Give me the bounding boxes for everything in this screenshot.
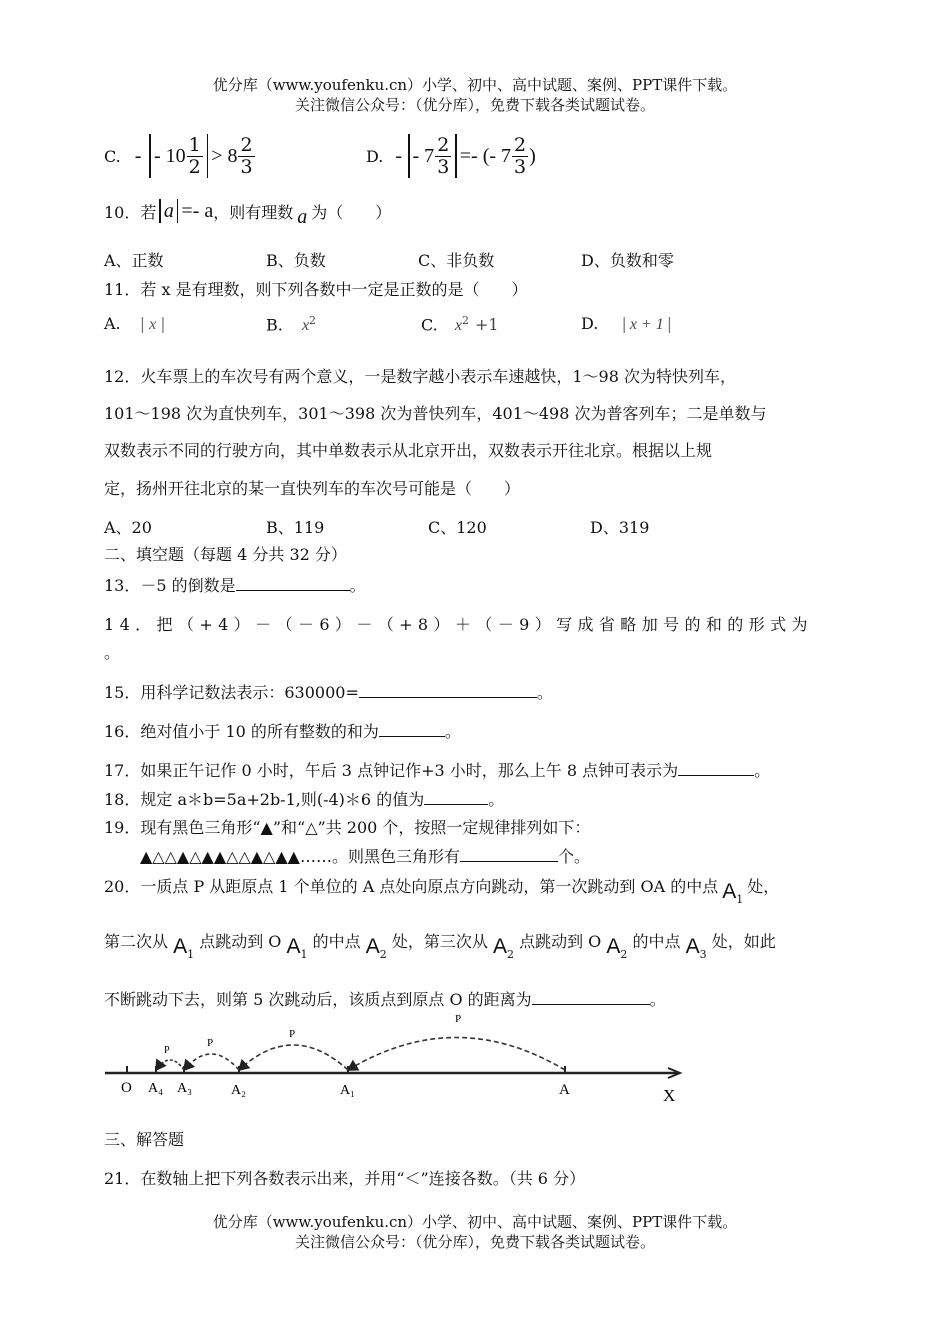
- q14-end: 。: [104, 643, 121, 662]
- header-line-1: 优分库（www.youfenku.cn）小学、初中、高中试题、案例、PPT课件下载。: [212, 76, 738, 94]
- answer-blank[interactable]: [236, 574, 350, 591]
- q17: 17．如果正午记作 0 小时，午后 3 点钟记作+3 小时，那么上午 8 点钟可表示为 。: [104, 761, 771, 780]
- q15: 15．用科学记数法表示：630000= 。: [104, 683, 553, 702]
- q9-d-label: D.: [366, 146, 384, 166]
- label-a2: A₂: [231, 1083, 246, 1098]
- q12-line-3: 双数表示不同的行驶方向，其中单数表示从北京开出，双数表示开往北京。根据以上规: [104, 441, 713, 460]
- answer-blank[interactable]: [678, 759, 754, 776]
- q10-prefix: 10．若: [104, 202, 157, 222]
- q12-option-b: B、119: [266, 518, 325, 537]
- label-a4: A₄: [148, 1081, 163, 1096]
- jump-arc-3: [184, 1054, 239, 1070]
- q20-line-1: 20．一质点 P 从距原点 1 个单位的 A 点处向原点方向跳动，第一次跳动到 OA 的中点 $A_1$处，: [104, 877, 780, 906]
- q9-d-minus: -: [395, 144, 403, 167]
- number-line-figure: [100, 1010, 690, 1105]
- q10-option-b: B、负数: [266, 251, 326, 270]
- q11-option-b: B. $x^2$: [266, 314, 317, 335]
- label-a3: A₃: [177, 1081, 192, 1096]
- q12-line-2: 101～198 次为直快列车，301～398 次为普快列车，401～498 次为普客列车；二是单数与: [104, 404, 767, 423]
- footer-line-2: 关注微信公众号：（优分库），免费下载各类试题试卷。: [294, 1233, 655, 1251]
- label-p-1: P: [455, 1013, 462, 1025]
- abs-bar: [408, 134, 410, 178]
- q10-mid: =- a: [181, 199, 214, 222]
- q9-c-rel: > 8: [211, 144, 238, 167]
- answer-blank[interactable]: [379, 720, 445, 737]
- q10-suffix: ，则有理数: [213, 202, 294, 222]
- answer-blank[interactable]: [532, 988, 650, 1005]
- q9-option-d: [366, 130, 536, 182]
- q10-stem: [104, 196, 391, 226]
- label-a1: A₁: [340, 1083, 355, 1098]
- q12-option-d: D、319: [590, 518, 650, 537]
- q9-c-inner: - 10: [153, 144, 186, 167]
- abs-bar: [149, 134, 151, 178]
- q13: 13．－5 的倒数是 。: [104, 576, 366, 595]
- q9-d-rel: =- (- 7: [459, 144, 512, 167]
- q20-line-2: 第二次从 $A_1$ 点跳动到 O $A_1$ 的中点 $A_2$ 处，第三次从 $A_2$ 点跳动到 O $A_2$ 的中点 $A_3$ 处，如此: [104, 932, 776, 961]
- q19-sequence: ▲△△▲△▲▲△△▲△▲▲……。则黑色三角形有 个。: [140, 847, 590, 866]
- label-x: X: [663, 1086, 676, 1105]
- section-2-title: 二、填空题（每题 4 分共 32 分）: [104, 545, 347, 564]
- q9-c-label: C.: [104, 146, 121, 166]
- answer-blank[interactable]: [424, 788, 488, 805]
- q11-option-d: D. | x + 1 |: [581, 314, 673, 333]
- label-o: O: [121, 1080, 132, 1096]
- section-3-title: 三、解答题: [104, 1130, 185, 1149]
- abs-bar: [455, 134, 457, 178]
- q11-option-a: A. | x |: [104, 314, 166, 333]
- fraction: $\frac{1}{2}$: [188, 133, 201, 178]
- q14: 14．把（+4）－（－6）－（+8）＋（－9）写成省略加号的和的形式为: [104, 615, 813, 634]
- jump-arc-4: [156, 1060, 184, 1070]
- abs-bar: [177, 199, 179, 223]
- q11-stem: 11．若 x 是有理数，则下列各数中一定是正数的是（ ）: [104, 280, 528, 299]
- q9-d-close: ): [529, 144, 536, 167]
- q21: 21．在数轴上把下列各数表示出来，并用“＜”连接各数。（共 6 分）: [104, 1169, 586, 1188]
- q10-var-a2: a: [297, 205, 308, 228]
- jump-arc-1: [348, 1038, 565, 1071]
- q18: 18．规定 a＊b=5a+2b-1,则(-4)＊6 的值为 。: [104, 790, 505, 809]
- fraction: $\frac{2}{3}$: [437, 133, 450, 178]
- q10-option-d: D、负数和零: [581, 251, 674, 270]
- label-p-3: P: [207, 1037, 214, 1049]
- q10-option-c: C、非负数: [418, 251, 495, 270]
- q16: 16．绝对值小于 10 的所有整数的和为 。: [104, 722, 461, 741]
- q12-option-a: A、20: [104, 518, 152, 537]
- jump-arc-2: [239, 1045, 348, 1070]
- q12-option-c: C、120: [428, 518, 487, 537]
- q12-line-4: 定，扬州开往北京的某一直快列车的车次号可能是（ ）: [104, 479, 521, 498]
- label-p-4: P: [164, 1045, 170, 1056]
- fraction: $\frac{2}{3}$: [240, 133, 253, 178]
- footer-line-1: 优分库（www.youfenku.cn）小学、初中、高中试题、案例、PPT课件下载。: [212, 1213, 738, 1231]
- fraction: $\frac{2}{3}$: [514, 133, 527, 178]
- q10-end: 为（ ）: [311, 202, 392, 222]
- answer-blank[interactable]: [460, 845, 558, 862]
- label-p-2: P: [289, 1028, 296, 1040]
- q12-line-1: 12．火车票上的车次号有两个意义，一是数字越小表示车速越快，1～98 次为特快列车，: [104, 367, 736, 386]
- abs-bar: [159, 199, 161, 223]
- header-line-2: 关注微信公众号：（优分库），免费下载各类试题试卷。: [294, 96, 655, 114]
- q9-option-c: [104, 130, 256, 182]
- answer-blank[interactable]: [359, 681, 537, 698]
- q19: 19．现有黑色三角形“▲”和“△”共 200 个，按照一定规律排列如下：: [104, 818, 591, 837]
- q9-c-minus: -: [134, 144, 142, 167]
- label-a: A: [559, 1082, 570, 1098]
- q10-option-a: A、正数: [104, 251, 164, 270]
- q11-option-c: C. $x^2 +1$: [421, 314, 499, 335]
- q20-line-3: 不断跳动下去，则第 5 次跳动后，该质点到原点 O 的距离为 。: [104, 990, 666, 1009]
- abs-bar: [207, 134, 209, 178]
- q10-var-a: a: [163, 199, 174, 222]
- q9-d-inner: - 7: [412, 144, 435, 167]
